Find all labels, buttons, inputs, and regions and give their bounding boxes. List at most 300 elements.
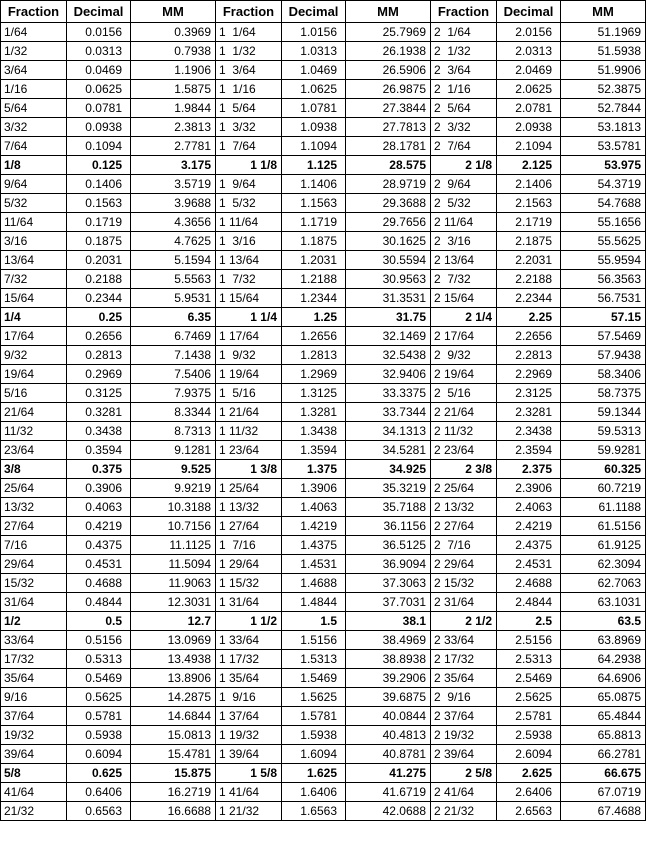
decimal-cell: 0.4531 (67, 555, 131, 574)
table-row (1, 156, 646, 175)
decimal-cell: 1.6563 (282, 802, 346, 821)
decimal-cell: 2.3438 (497, 422, 561, 441)
decimal-cell: 2.0781 (497, 99, 561, 118)
header-fraction: Fraction (1, 1, 67, 23)
table-row (1, 441, 646, 460)
mm-cell: 13.4938 (131, 650, 216, 669)
table-row (1, 498, 646, 517)
fraction-cell: 7/16 (1, 536, 67, 555)
mm-cell: 3.175 (131, 156, 216, 175)
decimal-cell: 2.1719 (497, 213, 561, 232)
fraction-cell: 1 9/16 (216, 688, 282, 707)
mm-cell: 60.7219 (561, 479, 646, 498)
fraction-cell: 1 21/64 (216, 403, 282, 422)
table-row (1, 650, 646, 669)
fraction-cell: 1 7/16 (216, 536, 282, 555)
decimal-cell: 1.2813 (282, 346, 346, 365)
decimal-cell: 1.4844 (282, 593, 346, 612)
mm-cell: 37.3063 (346, 574, 431, 593)
mm-cell: 13.8906 (131, 669, 216, 688)
fraction-cell: 1 1/64 (216, 23, 282, 42)
fraction-cell: 1 3/64 (216, 61, 282, 80)
mm-cell: 28.9719 (346, 175, 431, 194)
decimal-cell: 2.5 (497, 612, 561, 631)
fraction-cell: 1 17/64 (216, 327, 282, 346)
table-row (1, 61, 646, 80)
decimal-cell: 2.4688 (497, 574, 561, 593)
mm-cell: 12.7 (131, 612, 216, 631)
fraction-cell: 2 15/64 (431, 289, 497, 308)
decimal-cell: 0.4063 (67, 498, 131, 517)
decimal-cell: 1.1406 (282, 175, 346, 194)
decimal-cell: 2.6406 (497, 783, 561, 802)
table-row (1, 42, 646, 61)
mm-cell: 41.6719 (346, 783, 431, 802)
table-row (1, 327, 646, 346)
fraction-cell: 2 9/32 (431, 346, 497, 365)
fraction-cell: 1 9/64 (216, 175, 282, 194)
table-row (1, 346, 646, 365)
decimal-cell: 2.3281 (497, 403, 561, 422)
decimal-cell: 2.4844 (497, 593, 561, 612)
mm-cell: 38.1 (346, 612, 431, 631)
fraction-cell: 1/64 (1, 23, 67, 42)
mm-cell: 26.1938 (346, 42, 431, 61)
mm-cell: 36.1156 (346, 517, 431, 536)
decimal-cell: 2.5625 (497, 688, 561, 707)
mm-cell: 15.0813 (131, 726, 216, 745)
fraction-cell: 1 5/32 (216, 194, 282, 213)
decimal-cell: 2.6094 (497, 745, 561, 764)
header-mm: MM (346, 1, 431, 23)
decimal-cell: 0.2656 (67, 327, 131, 346)
decimal-cell: 1.5156 (282, 631, 346, 650)
mm-cell: 32.5438 (346, 346, 431, 365)
decimal-cell: 2.3125 (497, 384, 561, 403)
decimal-cell: 2.25 (497, 308, 561, 327)
mm-cell: 4.3656 (131, 213, 216, 232)
table-row (1, 80, 646, 99)
fraction-cell: 1/16 (1, 80, 67, 99)
decimal-cell: 1.4531 (282, 555, 346, 574)
mm-cell: 65.8813 (561, 726, 646, 745)
mm-cell: 25.7969 (346, 23, 431, 42)
decimal-cell: 0.6406 (67, 783, 131, 802)
decimal-cell: 2.4219 (497, 517, 561, 536)
header-decimal: Decimal (497, 1, 561, 23)
fraction-cell: 2 23/64 (431, 441, 497, 460)
fraction-cell: 2 13/64 (431, 251, 497, 270)
decimal-cell: 0.0938 (67, 118, 131, 137)
mm-cell: 56.3563 (561, 270, 646, 289)
mm-cell: 64.6906 (561, 669, 646, 688)
fraction-cell: 1 1/2 (216, 612, 282, 631)
table-row (1, 251, 646, 270)
decimal-cell: 0.0313 (67, 42, 131, 61)
fraction-cell: 2 31/64 (431, 593, 497, 612)
decimal-cell: 0.2188 (67, 270, 131, 289)
decimal-cell: 0.3281 (67, 403, 131, 422)
decimal-cell: 2.125 (497, 156, 561, 175)
fraction-cell: 31/64 (1, 593, 67, 612)
decimal-cell: 0.5156 (67, 631, 131, 650)
mm-cell: 16.6688 (131, 802, 216, 821)
mm-cell: 16.2719 (131, 783, 216, 802)
mm-cell: 63.8969 (561, 631, 646, 650)
table-row (1, 574, 646, 593)
mm-cell: 8.7313 (131, 422, 216, 441)
mm-cell: 54.7688 (561, 194, 646, 213)
mm-cell: 57.15 (561, 308, 646, 327)
mm-cell: 14.2875 (131, 688, 216, 707)
mm-cell: 9.525 (131, 460, 216, 479)
table-row (1, 137, 646, 156)
mm-cell: 31.3531 (346, 289, 431, 308)
decimal-cell: 2.2969 (497, 365, 561, 384)
fraction-cell: 2 21/32 (431, 802, 497, 821)
mm-cell: 32.9406 (346, 365, 431, 384)
fraction-cell: 1 25/64 (216, 479, 282, 498)
fraction-cell: 2 35/64 (431, 669, 497, 688)
fraction-cell: 3/8 (1, 460, 67, 479)
decimal-cell: 0.1719 (67, 213, 131, 232)
mm-cell: 61.9125 (561, 536, 646, 555)
table-row (1, 612, 646, 631)
table-row (1, 232, 646, 251)
mm-cell: 7.1438 (131, 346, 216, 365)
fraction-cell: 2 17/64 (431, 327, 497, 346)
fraction-cell: 25/64 (1, 479, 67, 498)
decimal-cell: 2.2344 (497, 289, 561, 308)
mm-cell: 57.5469 (561, 327, 646, 346)
decimal-cell: 0.1094 (67, 137, 131, 156)
mm-cell: 37.7031 (346, 593, 431, 612)
decimal-cell: 1.2031 (282, 251, 346, 270)
decimal-cell: 1.5469 (282, 669, 346, 688)
fraction-cell: 2 29/64 (431, 555, 497, 574)
decimal-cell: 2.4063 (497, 498, 561, 517)
fraction-cell: 1 13/32 (216, 498, 282, 517)
fraction-cell: 2 3/16 (431, 232, 497, 251)
decimal-cell: 1.4688 (282, 574, 346, 593)
table-row (1, 365, 646, 384)
table-row (1, 707, 646, 726)
decimal-cell: 0.6094 (67, 745, 131, 764)
header-decimal: Decimal (282, 1, 346, 23)
mm-cell: 62.3094 (561, 555, 646, 574)
mm-cell: 34.925 (346, 460, 431, 479)
decimal-cell: 1.0625 (282, 80, 346, 99)
decimal-cell: 0.4219 (67, 517, 131, 536)
decimal-cell: 0.5313 (67, 650, 131, 669)
fraction-cell: 2 3/32 (431, 118, 497, 137)
table-row (1, 384, 646, 403)
mm-cell: 12.3031 (131, 593, 216, 612)
decimal-cell: 1.3438 (282, 422, 346, 441)
decimal-cell: 2.4531 (497, 555, 561, 574)
decimal-cell: 0.2031 (67, 251, 131, 270)
mm-cell: 51.5938 (561, 42, 646, 61)
decimal-cell: 1.0938 (282, 118, 346, 137)
fraction-cell: 1 37/64 (216, 707, 282, 726)
decimal-cell: 2.5938 (497, 726, 561, 745)
mm-cell: 15.875 (131, 764, 216, 783)
mm-cell: 2.7781 (131, 137, 216, 156)
decimal-cell: 1.2188 (282, 270, 346, 289)
fraction-cell: 2 37/64 (431, 707, 497, 726)
fraction-cell: 1 1/8 (216, 156, 282, 175)
header-row (1, 1, 646, 23)
mm-cell: 65.0875 (561, 688, 646, 707)
decimal-cell: 1.2656 (282, 327, 346, 346)
fraction-cell: 1 41/64 (216, 783, 282, 802)
fraction-cell: 1/4 (1, 308, 67, 327)
fraction-cell: 1 33/64 (216, 631, 282, 650)
mm-cell: 13.0969 (131, 631, 216, 650)
mm-cell: 38.8938 (346, 650, 431, 669)
decimal-cell: 1.5625 (282, 688, 346, 707)
header-mm: MM (561, 1, 646, 23)
fraction-cell: 1/32 (1, 42, 67, 61)
decimal-cell: 2.0469 (497, 61, 561, 80)
mm-cell: 59.1344 (561, 403, 646, 422)
fraction-cell: 1 5/64 (216, 99, 282, 118)
mm-cell: 61.1188 (561, 498, 646, 517)
fraction-cell: 1 13/64 (216, 251, 282, 270)
mm-cell: 53.975 (561, 156, 646, 175)
decimal-cell: 0.0156 (67, 23, 131, 42)
fraction-cell: 2 1/2 (431, 612, 497, 631)
decimal-cell: 1.5938 (282, 726, 346, 745)
fraction-cell: 2 1/8 (431, 156, 497, 175)
fraction-cell: 21/32 (1, 802, 67, 821)
mm-cell: 4.7625 (131, 232, 216, 251)
fraction-cell: 2 41/64 (431, 783, 497, 802)
decimal-cell: 2.375 (497, 460, 561, 479)
fraction-cell: 19/32 (1, 726, 67, 745)
decimal-cell: 0.625 (67, 764, 131, 783)
fraction-cell: 2 3/8 (431, 460, 497, 479)
table-row (1, 175, 646, 194)
fraction-cell: 3/16 (1, 232, 67, 251)
mm-cell: 7.5406 (131, 365, 216, 384)
decimal-cell: 0.4844 (67, 593, 131, 612)
mm-cell: 56.7531 (561, 289, 646, 308)
fraction-cell: 29/64 (1, 555, 67, 574)
mm-cell: 10.7156 (131, 517, 216, 536)
fraction-cell: 37/64 (1, 707, 67, 726)
mm-cell: 67.0719 (561, 783, 646, 802)
decimal-cell: 1.3594 (282, 441, 346, 460)
header-fraction: Fraction (431, 1, 497, 23)
decimal-cell: 1.5313 (282, 650, 346, 669)
decimal-cell: 0.5625 (67, 688, 131, 707)
fraction-cell: 1 3/16 (216, 232, 282, 251)
table-row (1, 460, 646, 479)
fraction-cell: 1 11/32 (216, 422, 282, 441)
mm-cell: 5.9531 (131, 289, 216, 308)
mm-cell: 58.3406 (561, 365, 646, 384)
fraction-cell: 2 7/64 (431, 137, 497, 156)
fraction-cell: 2 27/64 (431, 517, 497, 536)
table-row (1, 194, 646, 213)
fraction-cell: 1 15/64 (216, 289, 282, 308)
decimal-cell: 1.5 (282, 612, 346, 631)
mm-cell: 66.2781 (561, 745, 646, 764)
decimal-cell: 1.6406 (282, 783, 346, 802)
mm-cell: 31.75 (346, 308, 431, 327)
mm-cell: 1.9844 (131, 99, 216, 118)
decimal-cell: 1.4375 (282, 536, 346, 555)
table-row (1, 764, 646, 783)
mm-cell: 53.1813 (561, 118, 646, 137)
mm-cell: 59.9281 (561, 441, 646, 460)
mm-cell: 9.9219 (131, 479, 216, 498)
decimal-cell: 2.1094 (497, 137, 561, 156)
fraction-cell: 2 21/64 (431, 403, 497, 422)
table-row (1, 23, 646, 42)
fraction-cell: 13/64 (1, 251, 67, 270)
fraction-cell: 1 15/32 (216, 574, 282, 593)
mm-cell: 34.1313 (346, 422, 431, 441)
fraction-cell: 2 5/16 (431, 384, 497, 403)
mm-cell: 3.9688 (131, 194, 216, 213)
fraction-cell: 1 29/64 (216, 555, 282, 574)
mm-cell: 41.275 (346, 764, 431, 783)
decimal-cell: 2.0313 (497, 42, 561, 61)
fraction-cell: 41/64 (1, 783, 67, 802)
decimal-cell: 0.1875 (67, 232, 131, 251)
mm-cell: 39.2906 (346, 669, 431, 688)
decimal-cell: 0.5781 (67, 707, 131, 726)
mm-cell: 52.7844 (561, 99, 646, 118)
table-row (1, 99, 646, 118)
fraction-cell: 5/8 (1, 764, 67, 783)
table-row (1, 669, 646, 688)
fraction-cell: 2 3/64 (431, 61, 497, 80)
decimal-cell: 2.1406 (497, 175, 561, 194)
fraction-cell: 1 31/64 (216, 593, 282, 612)
decimal-cell: 2.0938 (497, 118, 561, 137)
fraction-cell: 1 21/32 (216, 802, 282, 821)
decimal-cell: 1.375 (282, 460, 346, 479)
fraction-cell: 21/64 (1, 403, 67, 422)
mm-cell: 65.4844 (561, 707, 646, 726)
table-body (1, 23, 646, 821)
decimal-cell: 2.2188 (497, 270, 561, 289)
fraction-cell: 2 5/8 (431, 764, 497, 783)
mm-cell: 5.1594 (131, 251, 216, 270)
mm-cell: 0.7938 (131, 42, 216, 61)
fraction-cell: 2 17/32 (431, 650, 497, 669)
mm-cell: 38.4969 (346, 631, 431, 650)
decimal-cell: 0.0781 (67, 99, 131, 118)
table-row (1, 802, 646, 821)
mm-cell: 7.9375 (131, 384, 216, 403)
mm-cell: 64.2938 (561, 650, 646, 669)
mm-cell: 32.1469 (346, 327, 431, 346)
fraction-cell: 11/32 (1, 422, 67, 441)
mm-cell: 8.3344 (131, 403, 216, 422)
table-header (1, 1, 646, 23)
mm-cell: 28.1781 (346, 137, 431, 156)
mm-cell: 33.3375 (346, 384, 431, 403)
mm-cell: 51.9906 (561, 61, 646, 80)
decimal-cell: 2.1563 (497, 194, 561, 213)
fraction-cell: 2 1/16 (431, 80, 497, 99)
mm-cell: 52.3875 (561, 80, 646, 99)
fraction-cell: 23/64 (1, 441, 67, 460)
mm-cell: 55.9594 (561, 251, 646, 270)
fraction-cell: 19/64 (1, 365, 67, 384)
table-row (1, 118, 646, 137)
fraction-cell: 2 9/64 (431, 175, 497, 194)
mm-cell: 30.5594 (346, 251, 431, 270)
fraction-cell: 1 3/32 (216, 118, 282, 137)
decimal-cell: 0.4688 (67, 574, 131, 593)
fraction-cell: 2 19/64 (431, 365, 497, 384)
decimal-cell: 2.625 (497, 764, 561, 783)
mm-cell: 26.9875 (346, 80, 431, 99)
table-row (1, 213, 646, 232)
fraction-cell: 2 1/64 (431, 23, 497, 42)
fraction-cell: 27/64 (1, 517, 67, 536)
decimal-cell: 1.3906 (282, 479, 346, 498)
mm-cell: 55.1656 (561, 213, 646, 232)
table-row (1, 726, 646, 745)
mm-cell: 54.3719 (561, 175, 646, 194)
decimal-cell: 2.2031 (497, 251, 561, 270)
fraction-cell: 1/2 (1, 612, 67, 631)
decimal-cell: 2.6563 (497, 802, 561, 821)
mm-cell: 14.6844 (131, 707, 216, 726)
decimal-cell: 1.0156 (282, 23, 346, 42)
mm-cell: 27.7813 (346, 118, 431, 137)
mm-cell: 59.5313 (561, 422, 646, 441)
decimal-cell: 0.2813 (67, 346, 131, 365)
fraction-cell: 17/64 (1, 327, 67, 346)
decimal-cell: 1.625 (282, 764, 346, 783)
decimal-cell: 0.3594 (67, 441, 131, 460)
fraction-cell: 2 15/32 (431, 574, 497, 593)
fraction-cell: 1 5/8 (216, 764, 282, 783)
fraction-cell: 39/64 (1, 745, 67, 764)
table-row (1, 745, 646, 764)
decimal-cell: 1.3281 (282, 403, 346, 422)
decimal-cell: 1.4219 (282, 517, 346, 536)
mm-cell: 15.4781 (131, 745, 216, 764)
mm-cell: 26.5906 (346, 61, 431, 80)
mm-cell: 29.7656 (346, 213, 431, 232)
mm-cell: 42.0688 (346, 802, 431, 821)
table-row (1, 422, 646, 441)
mm-cell: 61.5156 (561, 517, 646, 536)
mm-cell: 3.5719 (131, 175, 216, 194)
decimal-cell: 2.0156 (497, 23, 561, 42)
fraction-cell: 1 27/64 (216, 517, 282, 536)
fraction-cell: 2 1/32 (431, 42, 497, 61)
decimal-cell: 0.1406 (67, 175, 131, 194)
mm-cell: 28.575 (346, 156, 431, 175)
fraction-cell: 2 7/16 (431, 536, 497, 555)
fraction-cell: 2 11/64 (431, 213, 497, 232)
fraction-cell: 1 9/32 (216, 346, 282, 365)
fraction-cell: 1 35/64 (216, 669, 282, 688)
mm-cell: 40.4813 (346, 726, 431, 745)
mm-cell: 35.7188 (346, 498, 431, 517)
decimal-cell: 1.1563 (282, 194, 346, 213)
mm-cell: 39.6875 (346, 688, 431, 707)
